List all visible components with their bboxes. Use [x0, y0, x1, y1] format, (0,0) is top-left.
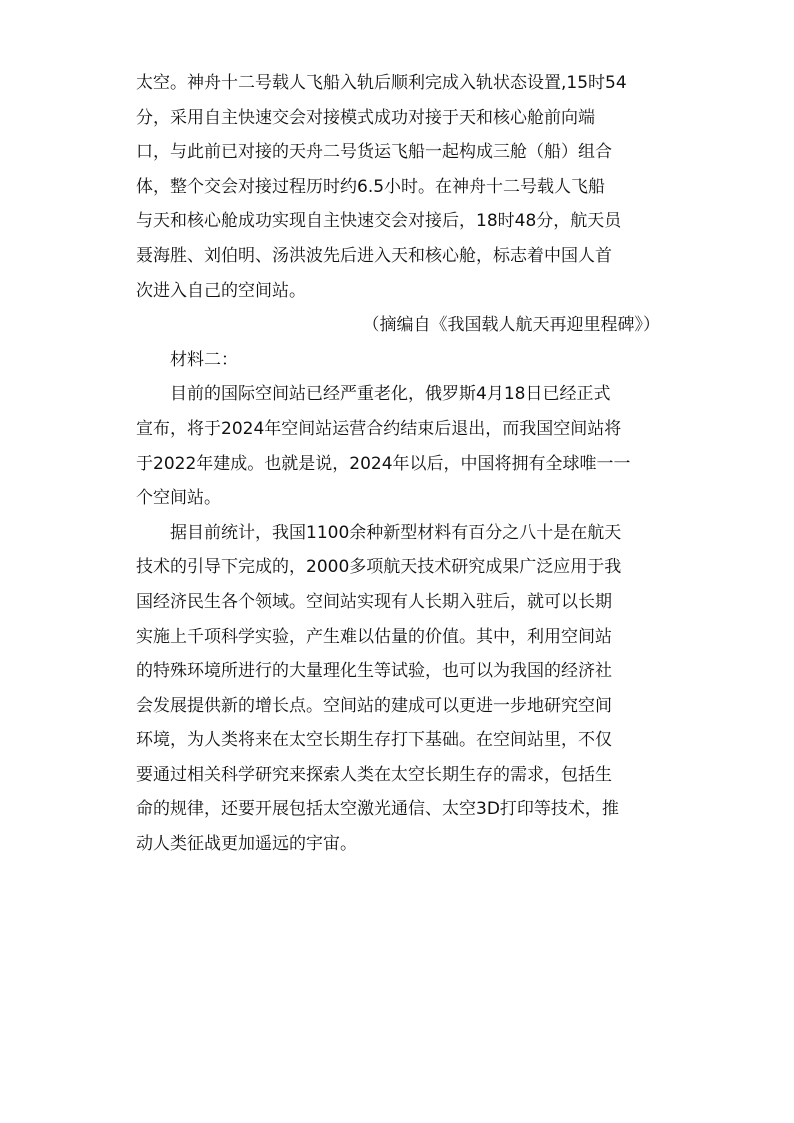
- text-line: 太空。神舟十二号载人飞船入轨后顺利完成入轨状态设置,15时54: [136, 73, 627, 93]
- text-line: 口，与此前已对接的天舟二号货运飞船一起构成三舱（船）组合: [136, 142, 612, 163]
- text-line: 据目前统计，我国1100余种新型材料有百分之八十是在航天: [170, 522, 622, 543]
- paragraph-1: [136, 66, 664, 308]
- text-line: 国经济民生各个领域。空间站实现有人长期入驻后，就可以长期: [136, 591, 612, 612]
- text-line: 动人类征战更加遥远的宇宙。: [136, 834, 357, 855]
- text-line: 目前的国际空间站已经严重老化，俄罗斯4月18日已经正式: [170, 384, 611, 405]
- text-line: 的特殊环境所进行的大量理化生等试验，也可以为我国的经济社: [136, 661, 612, 682]
- text-line: 次进入自己的空间站。: [136, 280, 306, 301]
- text-line: 实施上千项科学实验，产生难以估量的价值。其中，利用空间站: [136, 626, 612, 647]
- text-line: 技术的引导下完成的，2000多项航天技术研究成果广泛应用于我: [136, 557, 622, 578]
- paragraph-2: [136, 377, 664, 515]
- text-line: 命的规律，还要开展包括太空激光通信、太空3D打印等技术，推: [136, 799, 619, 820]
- document-body: [136, 66, 664, 862]
- text-line: 要通过相关科学研究来探索人类在太空长期生存的需求，包括生: [136, 764, 612, 785]
- text-line: 体，整个交会对接过程历时约6.5小时。在神舟十二号载人飞船: [136, 176, 606, 197]
- text-line: 聂海胜、刘伯明、汤洪波先后进入天和核心舱，标志着中国人首: [136, 245, 612, 266]
- text-line: 分，采用自主快速交会对接模式成功对接于天和核心舱前向端: [136, 107, 595, 128]
- text-line: 于2022年建成。也就是说，2024年以后，中国将拥有全球唯一一: [136, 453, 631, 474]
- source-citation: （摘编自《我国载人航天再迎里程碑》）: [362, 315, 660, 336]
- material-2-heading: 材料二：: [170, 349, 238, 370]
- text-line: 个空间站。: [136, 488, 221, 509]
- text-line: 与天和核心舱成功实现自主快速交会对接后，18时48分，航天员: [136, 211, 622, 232]
- paragraph-3: [136, 516, 664, 862]
- text-line: 会发展提供新的增长点。空间站的建成可以更进一步地研究空间: [136, 695, 612, 716]
- text-line: 环境，为人类将来在太空长期生存打下基础。在空间站里，不仅: [136, 730, 612, 751]
- text-line: 宣布，将于2024年空间站运营合约结束后退出，而我国空间站将: [136, 418, 622, 439]
